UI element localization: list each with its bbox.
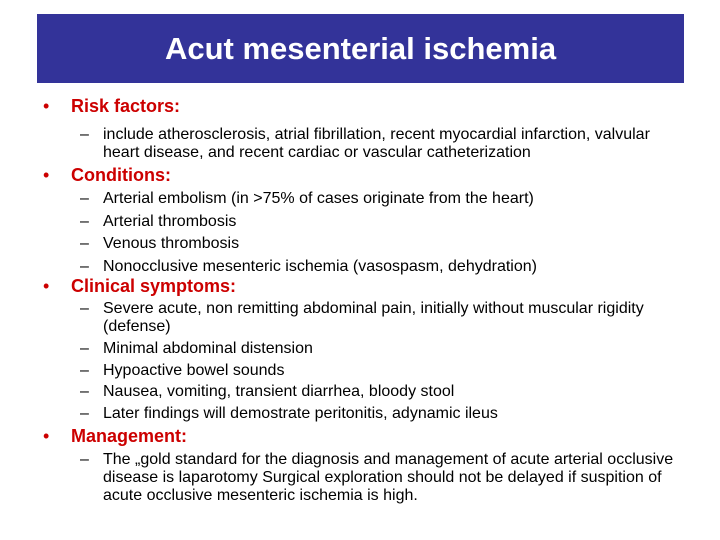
list-item-text: Nonocclusive mesenteric ischemia (vasospasm, dehydration) — [103, 257, 537, 275]
section-items-clinical-symptoms — [80, 300, 680, 426]
slide-title: Acut mesenterial ischemia — [164, 30, 557, 66]
list-item — [80, 383, 680, 405]
bullet-icon: • — [43, 96, 50, 116]
list-item — [80, 235, 680, 258]
list-item — [80, 405, 680, 427]
section-items-risk-factors — [80, 126, 680, 162]
list-item-text: Venous thrombosis — [103, 235, 240, 252]
bullet-icon: • — [43, 276, 50, 296]
section-items-conditions — [80, 190, 680, 280]
bullet-icon: • — [43, 165, 50, 185]
dash-icon: – — [80, 404, 89, 422]
list-item-text: Severe acute, non remitting abdominal pain, initially without muscular rigidity (defense) — [103, 300, 644, 335]
list-item-text: Arterial embolism (in >75% of cases originate from the heart) — [103, 190, 534, 207]
list-item — [80, 451, 680, 505]
list-item — [80, 126, 680, 162]
section-heading-management — [43, 426, 187, 447]
dash-icon: – — [80, 300, 89, 317]
list-item — [80, 362, 680, 384]
list-item-text: Minimal abdominal distension — [103, 340, 313, 357]
section-heading-label: Risk factors: — [71, 96, 181, 116]
dash-icon: – — [80, 361, 89, 379]
bullet-icon: • — [43, 426, 50, 446]
list-item — [80, 340, 680, 362]
dash-icon: – — [80, 190, 89, 207]
section-heading-clinical-symptoms — [43, 276, 236, 297]
section-heading-conditions — [43, 165, 171, 186]
list-item-text: Later findings will demostrate peritonitis, adynamic ileus — [103, 404, 498, 422]
dash-icon: – — [80, 451, 89, 468]
dash-icon: – — [80, 126, 89, 143]
dash-icon: – — [80, 383, 89, 400]
section-heading-label: Conditions: — [71, 165, 171, 185]
dash-icon: – — [80, 212, 89, 230]
list-item-text: Hypoactive bowel sounds — [103, 361, 285, 379]
section-heading-label: Clinical symptoms: — [71, 276, 237, 296]
list-item — [80, 300, 680, 336]
section-heading-label: Management: — [71, 426, 188, 446]
dash-icon: – — [80, 257, 89, 275]
list-item — [80, 213, 680, 236]
section-items-management — [80, 451, 680, 505]
list-item — [80, 190, 680, 213]
list-item-text: The „gold standard for the diagnosis and management of acute arterial occlusive disease is laparotomy Surgical exploration should not be delayed if suspition of acute occlusive mesenteric ischemia is high. — [103, 451, 674, 504]
list-item-text: Arterial thrombosis — [103, 212, 237, 230]
dash-icon: – — [80, 235, 89, 252]
list-item-text: Nausea, vomiting, transient diarrhea, bloody stool — [103, 383, 455, 400]
dash-icon: – — [80, 340, 89, 357]
list-item-text: include atherosclerosis, atrial fibrillation, recent myocardial infarction, valvular heart disease, and recent cardiac or vascular catheterization — [103, 126, 650, 161]
section-heading-risk-factors — [43, 96, 180, 117]
